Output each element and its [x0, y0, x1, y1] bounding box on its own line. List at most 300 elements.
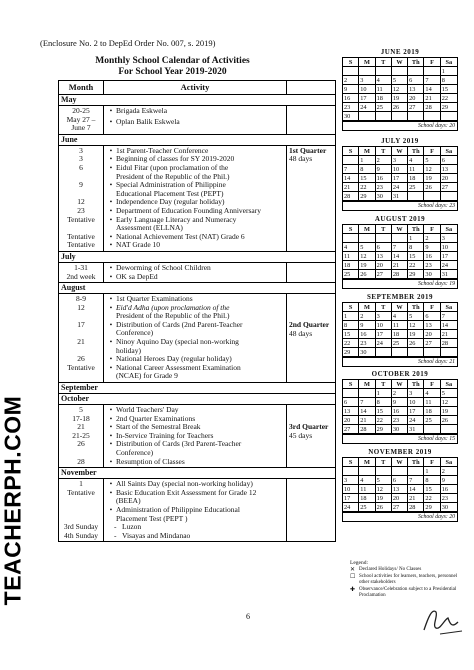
legend-item: ✕ Declared Holidays/ No Classes: [350, 567, 422, 573]
title-line-2: For School Year 2019-2020: [118, 67, 227, 77]
table-header: [59, 81, 335, 95]
weekday-header: W: [392, 58, 408, 67]
quarter-name: 2nd Quarter: [289, 320, 330, 330]
weekday-header: W: [392, 147, 408, 156]
weekday-header: Sa: [441, 147, 457, 156]
calendar-day: 22: [408, 261, 424, 270]
calendar-day: 5: [424, 156, 440, 165]
date: Tentative: [67, 362, 95, 372]
calendar-day: 18: [408, 174, 424, 183]
calendar-day: 28: [441, 339, 457, 348]
calendar-day: 7: [343, 165, 359, 174]
activity-item: - Luzon: [114, 522, 142, 532]
calendar-day: 14: [424, 85, 440, 94]
weekday-header: Sa: [441, 58, 457, 67]
section-june: [59, 146, 335, 252]
calendar-day: 17: [408, 407, 424, 416]
activity-item-cont: (BEEA): [116, 496, 141, 506]
calendar-day: 22: [424, 494, 440, 503]
calendar-day: 8: [424, 476, 440, 485]
calendar-day: 12: [359, 252, 375, 261]
activity-item: • Independence Day (regular holiday): [109, 197, 225, 207]
calendar-day: 27: [376, 270, 392, 279]
activity-item: • NAT Grade 10: [109, 240, 161, 250]
calendar-day: 1: [343, 312, 359, 321]
activity-item-cont: President of the Republic of the Phil.): [116, 311, 230, 321]
calendar-day: 17: [343, 494, 359, 503]
calendar-grid: [342, 457, 458, 513]
weekday-header: S: [343, 225, 359, 234]
calendar-day: 19: [359, 261, 375, 270]
calendar-day: 1: [441, 67, 457, 76]
calendar-day: 25: [408, 183, 424, 192]
date: 17-18: [72, 413, 90, 423]
activity-item-cont: Conference): [116, 448, 154, 457]
calendar-day: 20: [392, 494, 408, 503]
calendar-day: [408, 192, 424, 201]
calendar-day: 8: [343, 321, 359, 330]
calendar-day: 9: [392, 398, 408, 407]
calendar-day: 11: [343, 252, 359, 261]
calendar-day: 23: [441, 494, 457, 503]
calendar-day: 25: [376, 103, 392, 112]
calendar-day: 26: [359, 270, 375, 279]
calendar-day: 21: [441, 330, 457, 339]
calendar-day: 16: [392, 407, 408, 416]
calendar-day: 3: [392, 156, 408, 165]
weekday-header: M: [359, 58, 375, 67]
calendar-day: 21: [392, 261, 408, 270]
calendar-day: 12: [392, 85, 408, 94]
calendar-day: [343, 67, 359, 76]
calendar-day: 10: [408, 398, 424, 407]
calendar-grid: [342, 302, 458, 358]
activity-item: • OK sa DepEd: [109, 271, 158, 281]
calendar-day: 21: [424, 94, 440, 103]
signature: [418, 598, 468, 638]
school-days: School days: 20: [342, 513, 458, 522]
calendar-day: 22: [441, 94, 457, 103]
weekday-header: S: [343, 147, 359, 156]
weekday-header: F: [424, 58, 440, 67]
calendar-day: 25: [392, 339, 408, 348]
calendar-day: 2: [424, 234, 440, 243]
quarter-header: [287, 81, 335, 94]
activity-item: • Start of the Semestral Break: [109, 422, 201, 432]
activity-item-cont: Assessment (ELLNA): [116, 223, 183, 233]
activities-november: [104, 479, 287, 541]
calendar-day: [408, 467, 424, 476]
calendar-day: 8: [376, 398, 392, 407]
activities-may: [104, 106, 287, 134]
calendar-day: 21: [343, 183, 359, 192]
activity-item: • Basic Education Exit Assessment for Grade 12: [109, 487, 257, 497]
calendar-day: 11: [424, 398, 440, 407]
calendar-day: 24: [376, 339, 392, 348]
calendar-day: 2: [376, 156, 392, 165]
calendar-day: 8: [359, 165, 375, 174]
calendar-day: 18: [392, 330, 408, 339]
weekday-header: Th: [408, 58, 424, 67]
calendar-day: 10: [359, 85, 375, 94]
quarter-days: 45 days: [289, 430, 313, 440]
calendar-day: 6: [376, 243, 392, 252]
document-title: [60, 56, 285, 78]
calendar-title: SEPTEMBER 2019: [367, 293, 433, 301]
weekday-header: Th: [408, 225, 424, 234]
calendar-day: 7: [359, 398, 375, 407]
calendar-grid: [342, 146, 458, 202]
weekday-header: Sa: [441, 458, 457, 467]
calendar-day: 11: [392, 321, 408, 330]
calendar-day: 10: [376, 321, 392, 330]
calendar-day: 23: [359, 339, 375, 348]
activity-item: • Eid'd Adha (upon proclamation of the: [109, 302, 230, 312]
calendar-day: [441, 425, 457, 434]
calendar-day: 10: [392, 165, 408, 174]
date: Tentative: [67, 240, 95, 250]
calendar-day: [424, 67, 440, 76]
calendar-day: [408, 112, 424, 121]
calendar-day: 24: [343, 503, 359, 512]
calendar-day: [376, 112, 392, 121]
activity-item-cont: (NCAE) for Grade 9: [116, 371, 178, 381]
weekday-header: F: [424, 147, 440, 156]
calendar-day: 5: [359, 243, 375, 252]
weekday-header: W: [392, 380, 408, 389]
quarter-october: [287, 405, 335, 467]
calendar-day: 11: [376, 85, 392, 94]
calendar-day: 2: [441, 467, 457, 476]
section-july: [59, 263, 335, 283]
calendar-day: 6: [424, 312, 440, 321]
calendar-october: [342, 370, 458, 444]
calendar-day: 7: [441, 312, 457, 321]
activity-item: • Eidul Fitar (upon proclamation of the: [109, 162, 229, 172]
weekday-header: Th: [408, 380, 424, 389]
school-days: School days: 23: [342, 202, 458, 211]
calendar-day: 28: [424, 103, 440, 112]
date: 3: [79, 145, 83, 155]
activity-item: - Visayas and Mindanao: [114, 530, 191, 540]
calendar-day: 26: [424, 183, 440, 192]
calendar-day: 18: [424, 407, 440, 416]
weekday-header: T: [376, 458, 392, 467]
calendar-day: 26: [408, 339, 424, 348]
calendar-day: 12: [441, 398, 457, 407]
date: 3: [79, 154, 83, 164]
calendar-day: 16: [376, 174, 392, 183]
calendar-day: 22: [376, 416, 392, 425]
weekday-header: Th: [408, 303, 424, 312]
calendar-day: 23: [392, 416, 408, 425]
calendar-day: 13: [376, 252, 392, 261]
calendar-day: 17: [441, 252, 457, 261]
activities-july: [104, 263, 287, 282]
weekday-header: W: [392, 458, 408, 467]
date: 12: [77, 302, 85, 312]
calendar-day: [408, 348, 424, 357]
calendar-day: 20: [376, 261, 392, 270]
calendar-day: 29: [376, 425, 392, 434]
calendar-day: [359, 112, 375, 121]
calendar-day: 15: [408, 252, 424, 261]
weekday-header: S: [343, 458, 359, 467]
activity-item: • Early Language Literacy and Numeracy: [109, 214, 237, 224]
calendar-day: 14: [392, 252, 408, 261]
weekday-header: M: [359, 380, 375, 389]
activity-item-cont: Conference): [116, 328, 154, 338]
quarter-june: [287, 146, 335, 251]
calendar-day: 12: [376, 485, 392, 494]
calendar-day: 1: [376, 389, 392, 398]
weekday-header: Sa: [441, 225, 457, 234]
calendar-day: 13: [343, 407, 359, 416]
calendar-day: 18: [359, 494, 375, 503]
calendar-day: 5: [441, 389, 457, 398]
date: 6: [79, 162, 83, 172]
calendar-day: 6: [408, 76, 424, 85]
calendar-day: 29: [424, 503, 440, 512]
month-label-july: July: [59, 252, 335, 263]
cross-icon: ✚: [350, 587, 356, 593]
calendar-day: 25: [424, 416, 440, 425]
calendar-day: 20: [441, 174, 457, 183]
calendar-day: [343, 156, 359, 165]
calendar-day: [392, 234, 408, 243]
calendar-day: 4: [424, 389, 440, 398]
activity-item: • Brigada Eskwela: [109, 106, 168, 115]
activity-item-cont: Educational Placement Test (PEPT): [116, 188, 224, 198]
calendar-day: 14: [441, 321, 457, 330]
calendar-day: 13: [441, 165, 457, 174]
weekday-header: M: [359, 303, 375, 312]
calendar-day: 23: [343, 103, 359, 112]
calendar-day: 28: [359, 425, 375, 434]
dates-november: [59, 479, 104, 541]
activities-june: [104, 146, 287, 251]
school-days: School days: 21: [342, 358, 458, 367]
calendar-day: 31: [441, 270, 457, 279]
calendar-day: 9: [441, 476, 457, 485]
calendar-day: 14: [343, 174, 359, 183]
weekday-header: Sa: [441, 303, 457, 312]
month-label-august: August: [59, 283, 335, 294]
date: Tentative: [67, 231, 95, 241]
activity-item: • World Teachers' Day: [109, 405, 179, 415]
activity-item: • Beginning of classes for SY 2019-2020: [109, 154, 235, 164]
activity-item: • Distribution of Cards (3rd Parent-Teacher: [109, 439, 242, 449]
calendar-day: 12: [424, 165, 440, 174]
calendar-day: [392, 467, 408, 476]
section-may: [59, 106, 335, 135]
watermark-text: TEACHERPH.COM: [0, 395, 26, 605]
calendar-day: [424, 348, 440, 357]
activity-item-cont: Placement Test (PEPT ): [116, 513, 188, 523]
calendar-day: 15: [343, 330, 359, 339]
date: 1-31: [74, 262, 88, 272]
weekday-header: F: [424, 303, 440, 312]
calendar-grid: [342, 224, 458, 280]
weekday-header: M: [359, 147, 375, 156]
activity-item: • Deworming of School Children: [109, 262, 211, 272]
calendar-day: 17: [359, 94, 375, 103]
activity-item: • Administration of Philippine Educational: [109, 504, 240, 514]
calendar-day: 4: [392, 312, 408, 321]
legend-item: ☐ School activities for learners, teachers, personnel other stakeholders: [350, 574, 458, 585]
calendar-day: 2: [359, 312, 375, 321]
month-label-november: November: [59, 468, 335, 479]
quarter-days: 48 days: [289, 154, 313, 164]
date: 26: [77, 439, 85, 449]
calendar-day: 28: [343, 192, 359, 201]
calendar-day: 28: [392, 270, 408, 279]
section-october: [59, 405, 335, 468]
weekday-header: M: [359, 458, 375, 467]
calendar-day: 29: [408, 270, 424, 279]
calendar-day: 3: [441, 234, 457, 243]
calendar-day: [376, 234, 392, 243]
date: 9: [79, 180, 83, 190]
enclosure-note: (Enclosure No. 2 to DepEd Order No. 007, s. 2019): [40, 38, 216, 48]
school-days: School days: 20: [342, 122, 458, 131]
section-august: [59, 294, 335, 383]
calendar-day: 31: [408, 425, 424, 434]
date: 2nd week: [66, 271, 96, 281]
activities-table: [58, 80, 336, 542]
calendar-day: 6: [441, 156, 457, 165]
calendar-day: 12: [408, 321, 424, 330]
calendar-day: 24: [359, 103, 375, 112]
calendar-day: 16: [441, 485, 457, 494]
calendar-day: 31: [392, 192, 408, 201]
calendar-day: 9: [424, 243, 440, 252]
month-label-october: October: [59, 394, 335, 405]
activity-item: • Oplan Balik Eskwela: [109, 116, 180, 126]
weekday-header: W: [392, 303, 408, 312]
weekday-header: T: [376, 225, 392, 234]
x-mark-icon: ✕: [350, 567, 356, 573]
calendar-day: 16: [343, 94, 359, 103]
month-label-june: June: [59, 135, 335, 146]
calendar-day: 27: [343, 425, 359, 434]
weekday-header: Sa: [441, 380, 457, 389]
dates-may: [59, 106, 104, 134]
date: 8-9: [76, 294, 86, 304]
calendar-day: 19: [424, 174, 440, 183]
date: 20-25: [72, 106, 90, 115]
activity-item-cont: President of the Republic of the Phil.): [116, 171, 230, 181]
weekday-header: S: [343, 58, 359, 67]
calendar-day: [441, 112, 457, 121]
activity-item: • All Saints Day (special non-working holiday): [109, 479, 253, 489]
date: 21: [77, 422, 85, 432]
weekday-header: T: [376, 147, 392, 156]
calendar-day: 25: [359, 503, 375, 512]
activity-item: • 2nd Quarter Examinations: [109, 413, 196, 423]
calendar-day: [424, 112, 440, 121]
date: 28: [77, 456, 85, 466]
calendar-day: 14: [359, 407, 375, 416]
activity-item: • National Career Assessment Examination: [109, 362, 241, 372]
calendar-day: [376, 348, 392, 357]
calendar-day: 20: [408, 94, 424, 103]
date: 21-25: [72, 430, 90, 440]
legend-title: Legend:: [350, 560, 369, 566]
weekday-header: S: [343, 303, 359, 312]
calendar-day: 30: [359, 348, 375, 357]
calendar-day: 1: [359, 156, 375, 165]
calendar-day: 19: [408, 330, 424, 339]
date: 26: [77, 354, 85, 364]
calendar-day: 29: [343, 348, 359, 357]
calendar-day: 22: [359, 183, 375, 192]
weekday-header: T: [376, 58, 392, 67]
calendar-day: 20: [343, 416, 359, 425]
calendar-day: 30: [424, 270, 440, 279]
calendar-day: 21: [359, 416, 375, 425]
dates-october: [59, 405, 104, 467]
calendar-title: OCTOBER 2019: [371, 370, 429, 378]
calendar-june: [342, 48, 458, 131]
calendar-day: [392, 67, 408, 76]
calendar-day: 24: [408, 416, 424, 425]
month-label-may: May: [59, 95, 335, 106]
weekday-header: S: [343, 380, 359, 389]
date: 17: [77, 319, 85, 329]
quarter-november: [287, 479, 335, 541]
weekday-header: F: [424, 380, 440, 389]
school-days: School days: 19: [342, 280, 458, 289]
calendar-day: 9: [359, 321, 375, 330]
calendar-day: 6: [343, 398, 359, 407]
activities-october: [104, 405, 287, 467]
calendar-grid: [342, 379, 458, 435]
calendar-day: 17: [392, 174, 408, 183]
calendar-day: 9: [376, 165, 392, 174]
calendar-day: 4: [343, 243, 359, 252]
calendar-day: 23: [424, 261, 440, 270]
calendar-day: 14: [408, 485, 424, 494]
calendar-day: 22: [343, 339, 359, 348]
date: May 27 – June 7: [66, 114, 96, 133]
calendar-day: 17: [376, 330, 392, 339]
calendar-day: 25: [343, 270, 359, 279]
date: 5: [79, 405, 83, 415]
calendar-day: 8: [408, 243, 424, 252]
calendar-day: 27: [441, 183, 457, 192]
calendar-title: AUGUST 2019: [374, 215, 426, 223]
activity-item: • National Achievement Test (NAT) Grade 6: [109, 231, 245, 241]
calendar-day: 20: [424, 330, 440, 339]
calendar-day: [359, 234, 375, 243]
calendar-day: 13: [392, 485, 408, 494]
activity-item: • Resumption of Classes: [109, 456, 185, 466]
calendar-day: [392, 112, 408, 121]
quarter-august: [287, 294, 335, 382]
activity-item: • Distribution of Cards (2nd Parent-Teacher: [109, 319, 243, 329]
weekday-header: W: [392, 225, 408, 234]
calendar-day: 28: [408, 503, 424, 512]
quarter-name: 1st Quarter: [289, 145, 327, 155]
activity-item: • 1st Parent-Teacher Conference: [109, 145, 209, 155]
calendar-day: [376, 67, 392, 76]
legend: [350, 560, 460, 599]
weekday-header: Th: [408, 458, 424, 467]
weekday-header: M: [359, 225, 375, 234]
date: 21: [77, 337, 85, 347]
calendar-day: 30: [343, 112, 359, 121]
